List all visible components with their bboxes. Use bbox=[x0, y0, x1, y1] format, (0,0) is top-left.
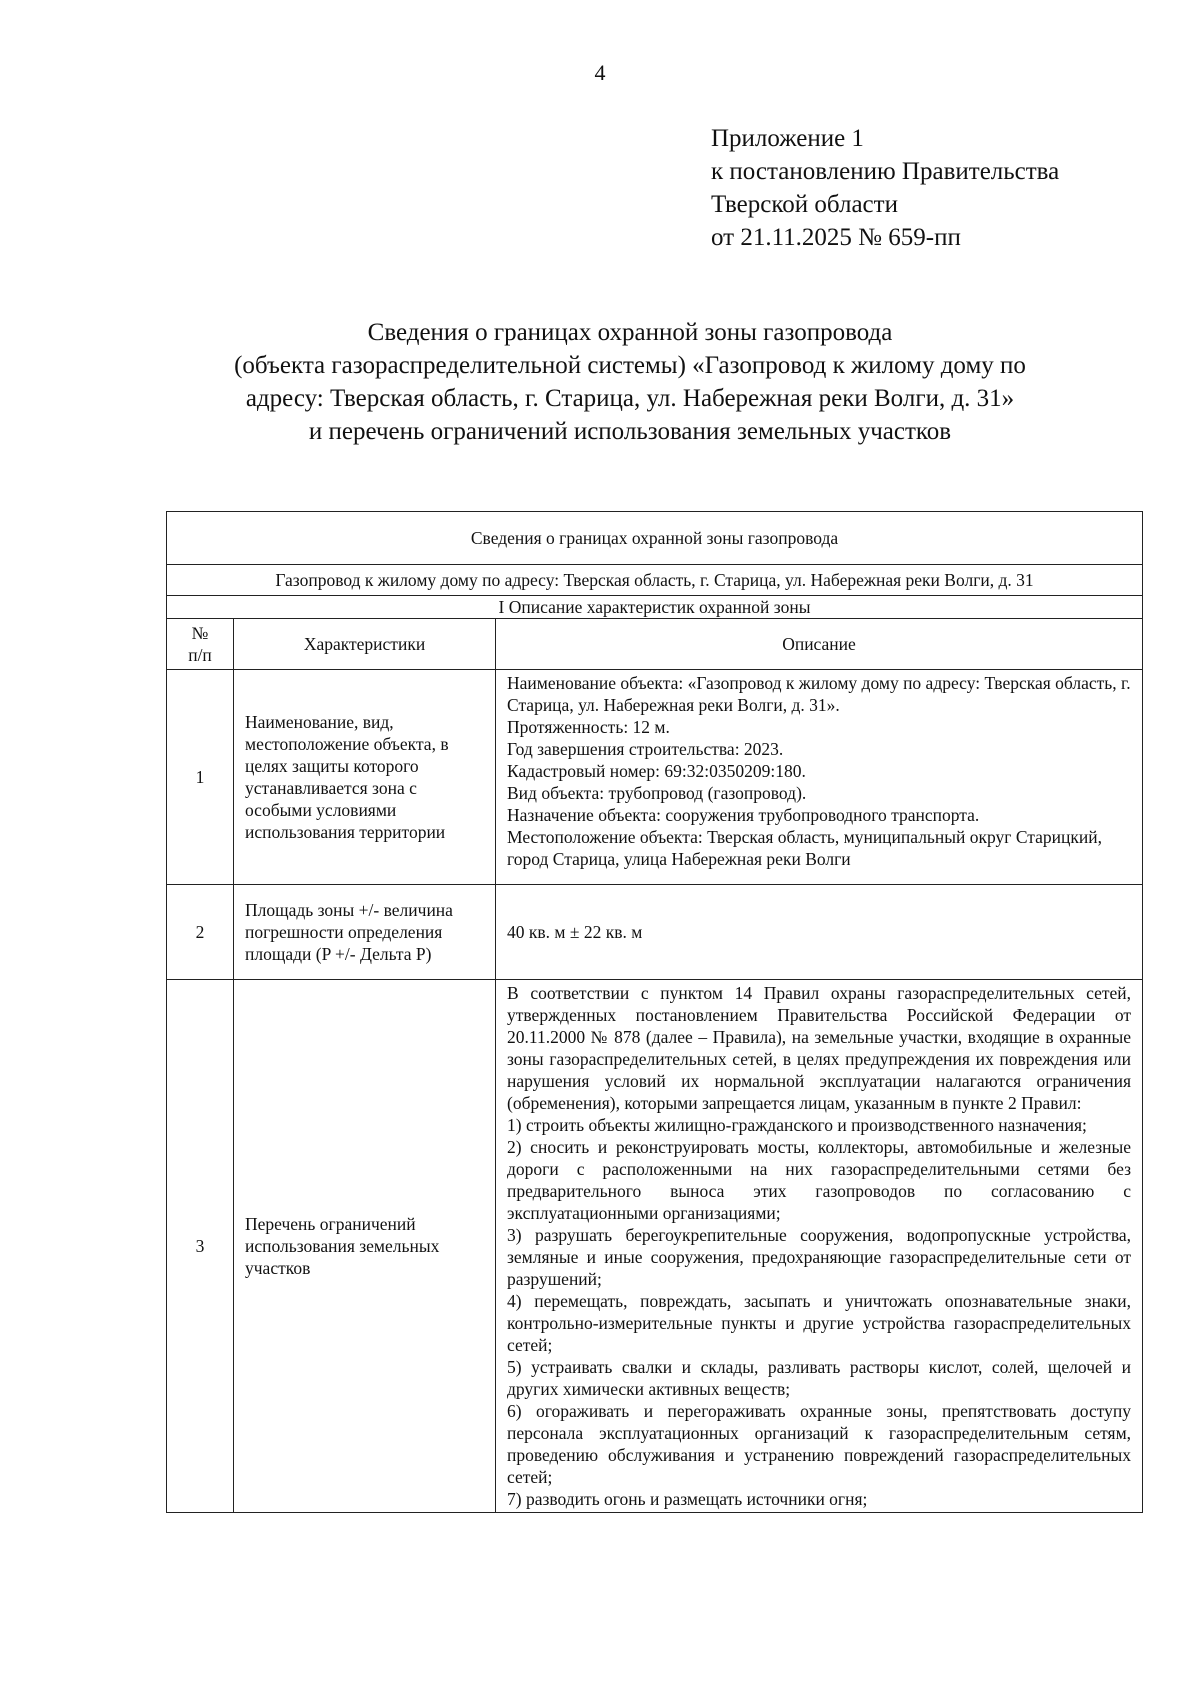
table-header-main: Сведения о границах охранной зоны газопровода bbox=[167, 512, 1143, 565]
description-line: Протяженность: 12 м. bbox=[507, 717, 670, 737]
table-header-object: Газопровод к жилому дому по адресу: Тверская область, г. Старица, ул. Набережная реки Волги, д. 31 bbox=[167, 565, 1143, 596]
page-number: 4 bbox=[594, 60, 606, 85]
title-line: (объекта газораспределительной системы) «Газопровод к жилому дому по bbox=[234, 352, 1026, 379]
row-number: 3 bbox=[167, 980, 234, 1513]
title-line: и перечень ограничений использования земельных участков bbox=[308, 418, 952, 445]
description-line: Вид объекта: трубопровод (газопровод). bbox=[507, 783, 807, 803]
column-header-number: № п/п bbox=[167, 619, 234, 670]
description-line: Наименование объекта: «Газопровод к жилому дому по адресу: Тверская область, г. Старица, ул. Набережная реки Волги, д. 31». bbox=[507, 673, 1131, 715]
column-header-description: Описание bbox=[496, 619, 1143, 670]
description-paragraph: В соответствии с пунктом 14 Правил охраны газораспределительных сетей, утвержденных постановлением Правительства Российской Федерации от 20.11.2000 № 878 (далее – Правила), на земельные участки, входящие в охранные зоны газораспределительных сетей, в целях предупреждения их повреждения или нарушения условий их нормальной эксплуатации налагаются ограничения (обременения), которыми запрещается лицам, указанным в пункте 2 Правил: bbox=[507, 983, 1132, 1113]
table-row bbox=[167, 980, 1143, 1513]
appendix-line: Приложение 1 bbox=[711, 125, 864, 152]
title-line: Сведения о границах охранной зоны газопровода bbox=[367, 319, 893, 346]
table-row bbox=[167, 670, 1143, 885]
appendix-block bbox=[711, 122, 1059, 254]
description-line: Назначение объекта: сооружения трубопроводного транспорта. bbox=[507, 805, 980, 825]
row-characteristic: Перечень ограничений использования земельных участков bbox=[234, 980, 496, 1513]
zone-table bbox=[166, 511, 1143, 1513]
appendix-line: от 21.11.2025 № 659-пп bbox=[711, 224, 961, 251]
description-line: Год завершения строительства: 2023. bbox=[507, 739, 784, 759]
row-description bbox=[496, 670, 1143, 885]
row-number: 2 bbox=[167, 885, 234, 980]
document-title bbox=[150, 316, 1110, 448]
description-paragraph: 5) устраивать свалки и склады, разливать растворы кислот, солей, щелочей и других химически активных веществ; bbox=[507, 1357, 1132, 1399]
appendix-line: к постановлению Правительства bbox=[711, 158, 1060, 185]
description-paragraph: 3) разрушать берегоукрепительные сооружения, водопропускные устройства, земляные и иные сооружения, предохраняющие газораспределительные сети от разрушений; bbox=[507, 1225, 1132, 1289]
description-paragraph: 4) перемещать, повреждать, засыпать и уничтожать опознавательные знаки, контрольно-измерительные пункты и другие устройства газораспределительных сетей; bbox=[507, 1291, 1132, 1355]
column-header-characteristics: Характеристики bbox=[234, 619, 496, 670]
row-characteristic: Наименование, вид, местоположение объекта, в целях защиты которого устанавливается зона с особыми условиями использования территории bbox=[234, 670, 496, 885]
description-paragraph: 2) сносить и реконструировать мосты, коллекторы, автомобильные и железные дороги с расположенными на них газораспределительными сетями без предварительного выноса этих газопроводов по согласованию с эксплуатационными организациями; bbox=[507, 1137, 1132, 1223]
row-description: 40 кв. м ± 22 кв. м bbox=[496, 885, 1143, 980]
row-description bbox=[496, 980, 1143, 1513]
appendix-line: Тверской области bbox=[711, 191, 898, 218]
table-section-title: I Описание характеристик охранной зоны bbox=[167, 596, 1143, 619]
description-paragraph: 6) огораживать и перегораживать охранные зоны, препятствовать доступу персонала эксплуатационных организаций к газораспределительным сетям, проведению обслуживания и устранению повреждений газораспределительных сетей; bbox=[507, 1401, 1132, 1487]
row-characteristic: Площадь зоны +/- величина погрешности определения площади (P +/- Дельта P) bbox=[234, 885, 496, 980]
title-line: адресу: Тверская область, г. Старица, ул. Набережная реки Волги, д. 31» bbox=[245, 385, 1015, 412]
table-row bbox=[167, 885, 1143, 980]
description-paragraph: 7) разводить огонь и размещать источники огня; bbox=[507, 1489, 868, 1509]
row-number: 1 bbox=[167, 670, 234, 885]
description-line: Кадастровый номер: 69:32:0350209:180. bbox=[507, 761, 806, 781]
description-line: Местоположение объекта: Тверская область, муниципальный округ Старицкий, город Старица, улица Набережная реки Волги bbox=[507, 827, 1103, 869]
description-paragraph: 1) строить объекты жилищно-гражданского и производственного назначения; bbox=[507, 1115, 1087, 1135]
